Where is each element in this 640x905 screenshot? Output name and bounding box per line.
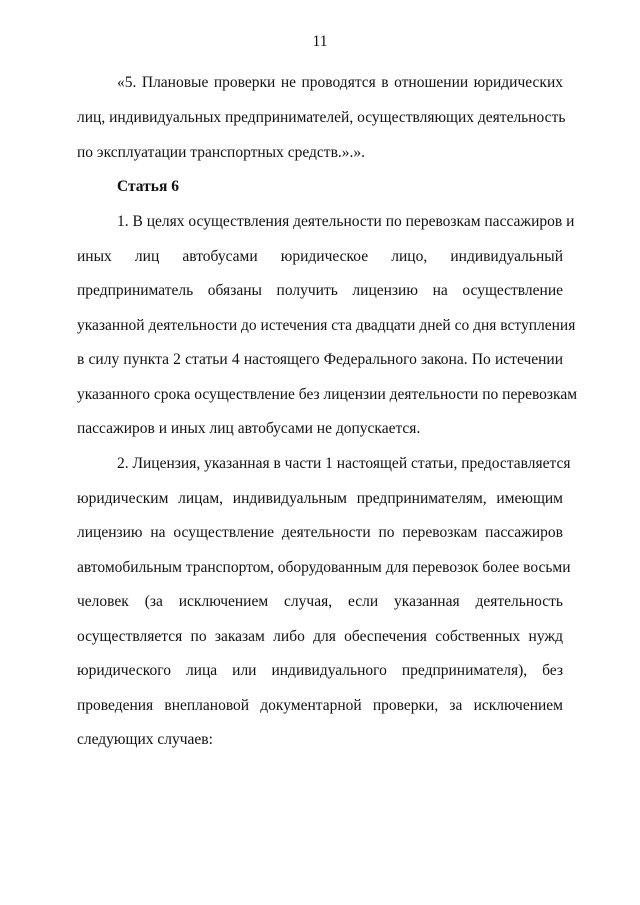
text-line: иных лиц автобусами юридическое лицо, индивидуальный bbox=[77, 248, 563, 265]
text-line: автомобильным транспортом, оборудованным для перевозок более восьми bbox=[77, 559, 571, 576]
text-line: по эксплуатации транспортных средств.».». bbox=[77, 144, 366, 161]
article-heading: Статья 6 bbox=[117, 178, 179, 195]
text-line: «5. Плановые проверки не проводятся в отношении юридических bbox=[117, 74, 563, 91]
text-line: юридическим лицам, индивидуальным предпринимателям, имеющим bbox=[77, 490, 563, 507]
text-line: в силу пункта 2 статьи 4 настоящего Федерального закона. По истечении bbox=[77, 351, 563, 368]
page-number: 11 bbox=[312, 33, 328, 50]
text-line: пассажиров и иных лиц автобусами не допускается. bbox=[77, 420, 421, 437]
text-line: осуществляется по заказам либо для обеспечения собственных нужд bbox=[77, 628, 563, 645]
text-line: 2. Лицензия, указанная в части 1 настоящей статьи, предоставляется bbox=[117, 455, 571, 472]
text-line: лицензию на осуществление деятельности по перевозкам пассажиров bbox=[77, 524, 563, 541]
text-line: юридического лица или индивидуального предпринимателя), без bbox=[77, 662, 563, 679]
text-line: следующих случаев: bbox=[77, 731, 213, 748]
text-line: указанного срока осуществление без лицензии деятельности по перевозкам bbox=[77, 386, 578, 403]
text-line: 1. В целях осуществления деятельности по перевозкам пассажиров и bbox=[117, 213, 575, 230]
text-line: указанной деятельности до истечения ста двадцати дней со дня вступления bbox=[77, 317, 576, 334]
text-line: лиц, индивидуальных предпринимателей, осуществляющих деятельность bbox=[77, 109, 566, 126]
text-line: проведения внеплановой документарной проверки, за исключением bbox=[77, 697, 563, 714]
text-line: предприниматель обязаны получить лицензию на осуществление bbox=[77, 282, 563, 299]
text-line: человек (за исключением случая, если указанная деятельность bbox=[77, 593, 563, 610]
